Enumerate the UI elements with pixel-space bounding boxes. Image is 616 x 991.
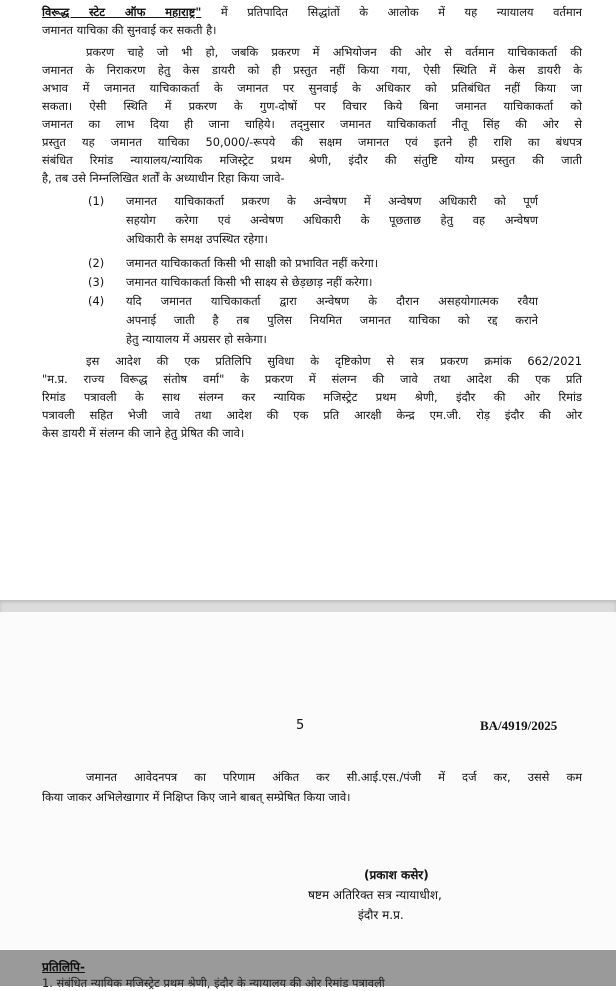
para-text: में प्रतिपादित सिद्धांतों के आलोक में यह न्यायालय वर्तमान	[201, 5, 582, 19]
page-number: 5	[296, 718, 305, 733]
condition-line: अधिकारी के समक्ष उपस्थित रहेगा।	[126, 232, 268, 246]
para-line: प्रकरण चाहे जो भी हो, जबकि प्रकरण में अभियोजन की ओर से वर्तमान याचिकाकर्ता की	[86, 45, 582, 59]
condition-line: सहयोग करेगा एवं अन्वेषण अधिकारी के पूछताछ हेतु वह अन्वेषण	[126, 213, 538, 227]
condition-line: अपनाई जाती है तब पुलिस नियमित जमानत याचिका को रद्द कराने	[126, 313, 538, 327]
para-line: जमानत याचिका की सुनवाई कर सकती है।	[42, 23, 217, 37]
body-line: किया जाकर अभिलेखागार में निक्षिप्त किए जाने बाबत् सम्प्रेषित किया जावे।	[42, 790, 351, 804]
para-line: जमानत के निराकरण हेतु केस डायरी को ही प्रस्तुत नहीं किया गया, ऐसी स्थिति में केस डायरी के	[42, 63, 582, 77]
closing-line: केस डायरी में संलग्न की जाने हेतु प्रेषित की जावे।	[42, 426, 245, 440]
para-line: प्रस्तुत यह जमानत याचिका 50,000/-रूपये की सक्षम जमानत एवं इतने ही राशि का बंधपत्र	[42, 135, 582, 149]
para-line: अभाव में जमानत याचिकाकर्ता के जमानत पर सुनवाई के अधिकार को प्रतिबंधित नहीं किया जा	[42, 81, 582, 95]
closing-line: रिमांड पत्रावली के साथ संलग्न कर न्यायिक मजिस्ट्रेट प्रथम श्रेणी, इंदौर की ओर रिमांड	[42, 390, 582, 404]
body-line: जमानत आवेदनपत्र का परिणाम अंकित कर सी.आई.एस./पंजी में दर्ज कर, उससे कम	[86, 770, 582, 784]
judge-place: इंदौर म.प्र.	[358, 908, 404, 922]
condition-line: यदि जमानत याचिकाकर्ता द्वारा अन्वेषण के दौरान असहयोगात्मक रवैया	[126, 294, 538, 308]
condition-number: (1)	[88, 194, 105, 208]
condition-line: जमानत याचिकाकर्ता किसी भी साक्षी को प्रभावित नहीं करेगा।	[126, 256, 379, 270]
condition-number: (2)	[88, 256, 105, 270]
closing-line: पत्रावली सहित भेजी जावे तथा आदेश की एक प्रति आरक्षी केन्द्र एम.जी. रोड़ इंदौर की ओर	[42, 408, 582, 422]
condition-line: जमानत याचिकाकर्ता किसी भी साक्ष्य से छेड़छाड़ नहीं करेगा।	[126, 275, 373, 289]
case-number: BA/4919/2025	[480, 718, 558, 733]
para-line: है, तब उसे निम्नलिखित शर्तों के अध्याधीन रिहा किया जावे-	[42, 171, 285, 185]
condition-line: हेतु न्यायालय में अग्रसर हो सकेगा।	[126, 332, 267, 346]
closing-line: इस आदेश की एक प्रतिलिपि सुविधा के दृष्टिकोण से सत्र प्रकरण क्रमांक 662/2021	[86, 354, 582, 368]
copy-item: 1. संबंधित न्यायिक मजिस्ट्रेट प्रथम श्रेणी, इंदौर के न्यायालय की ओर रिमांड पत्रावली	[42, 976, 385, 990]
judge-name: (प्रकाश कसेर)	[364, 868, 429, 882]
para-line	[42, 3, 582, 21]
para-line: सकता। ऐसी स्थिति में प्रकरण के गुण-दोषों पर विचार किये बिना जमानत याचिकाकर्ता को	[42, 99, 582, 113]
judge-designation: षष्टम अतिरिक्त सत्र न्यायाधीश,	[308, 888, 442, 902]
para-line: जमानत का लाभ दिया ही जाना चाहिये। तद्नुसार जमानत याचिकाकर्ता नीतू सिंह की ओर से	[42, 117, 582, 131]
condition-number: (3)	[88, 275, 105, 289]
page-break	[0, 600, 616, 612]
closing-line: "म.प्र. राज्य विरूद्ध संतोष वर्मा" के प्रकरण में संलग्न की जावे तथा आदेश की एक प्रति	[42, 372, 582, 386]
copy-heading: प्रतिलिपि-	[42, 960, 85, 974]
para-line: संबंधित रिमांड न्यायालय/न्यायिक मजिस्ट्रेट प्रथम श्रेणी, इंदौर की संतुष्टि योग्य प्रस्तुत की जाती	[42, 153, 582, 167]
condition-number: (4)	[88, 294, 105, 308]
condition-line: जमानत याचिकाकर्ता प्रकरण के अन्वेषण में अन्वेषण अधिकारी को पूर्ण	[126, 194, 538, 208]
case-citation: विरूद्ध स्टेट ऑफ महाराष्ट्र"	[42, 5, 202, 19]
